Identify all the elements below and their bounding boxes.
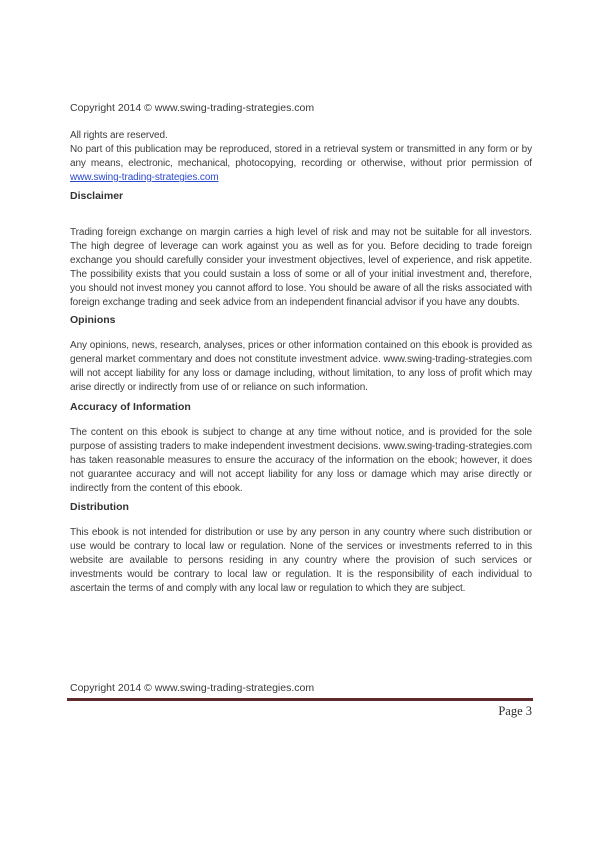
rights-paragraph — [70, 129, 532, 185]
rights-reserved-line: All rights are reserved. — [70, 130, 168, 141]
section-heading-accuracy-of-information: Accuracy of Information — [70, 401, 191, 413]
footer-divider-rule — [67, 698, 533, 701]
section-heading-disclaimer: Disclaimer — [70, 190, 124, 202]
section-paragraph-opinions: Any opinions, news, research, analyses, prices or other information contained on this ebook is provided as general market commentary and does not constitute investment advice. www.swing-trading-strategies.com will not accept liability for any loss or damage including, without limitation, to any loss of profit which may arise directly or indirectly from use of or reliance on such information. — [70, 340, 532, 393]
section-heading-distribution: Distribution — [70, 501, 129, 513]
footer-copyright-line: Copyright 2014 © www.swing-trading-strategies.com — [70, 682, 315, 694]
section-paragraph-distribution: This ebook is not intended for distribution or use by any person in any country where such distribution or use would be contrary to local law or regulation. None of the services or investments referred to in this website are available to persons residing in any country where the provision of such services or investments would be contrary to local law or regulation. It is the responsibility of each individual to ascertain the terms of and comply with any local law or regulation to which they are subject. — [70, 527, 532, 594]
page-number: Page 3 — [498, 704, 532, 718]
section-paragraph-accuracy-of-information: The content on this ebook is subject to change at any time without notice, and is provided for the sole purpose of assisting traders to make independent investment decisions. www.swing-trading-strategies.com has taken reasonable measures to ensure the accuracy of the information on the ebook; however, it does not guarantee accuracy and will not accept liability for any loss or damage which may arise directly or indirectly from the content of this ebook. — [70, 427, 532, 494]
rights-body-text: No part of this publication may be reproduced, stored in a retrieval system or transmitted in any form or by any means, electronic, mechanical, photocopying, recording or otherwise, without prior permission of — [70, 144, 532, 169]
section-heading-opinions: Opinions — [70, 314, 116, 326]
section-paragraph-disclaimer: Trading foreign exchange on margin carries a high level of risk and may not be suitable for all investors. The high degree of leverage can work against you as well as for you. Before deciding to trade foreign exchange you should carefully consider your investment objectives, level of experience, and risk appetite. The possibility exists that you could sustain a loss of some or all of your initial investment and, therefore, you should not invest money you cannot afford to lose. You should be aware of all the risks associated with foreign exchange trading and seek advice from an independent financial advisor if you have any doubts. — [70, 227, 532, 308]
permission-website-link[interactable]: www.swing-trading-strategies.com — [70, 172, 219, 183]
top-copyright-line: Copyright 2014 © www.swing-trading-strategies.com — [70, 102, 315, 114]
